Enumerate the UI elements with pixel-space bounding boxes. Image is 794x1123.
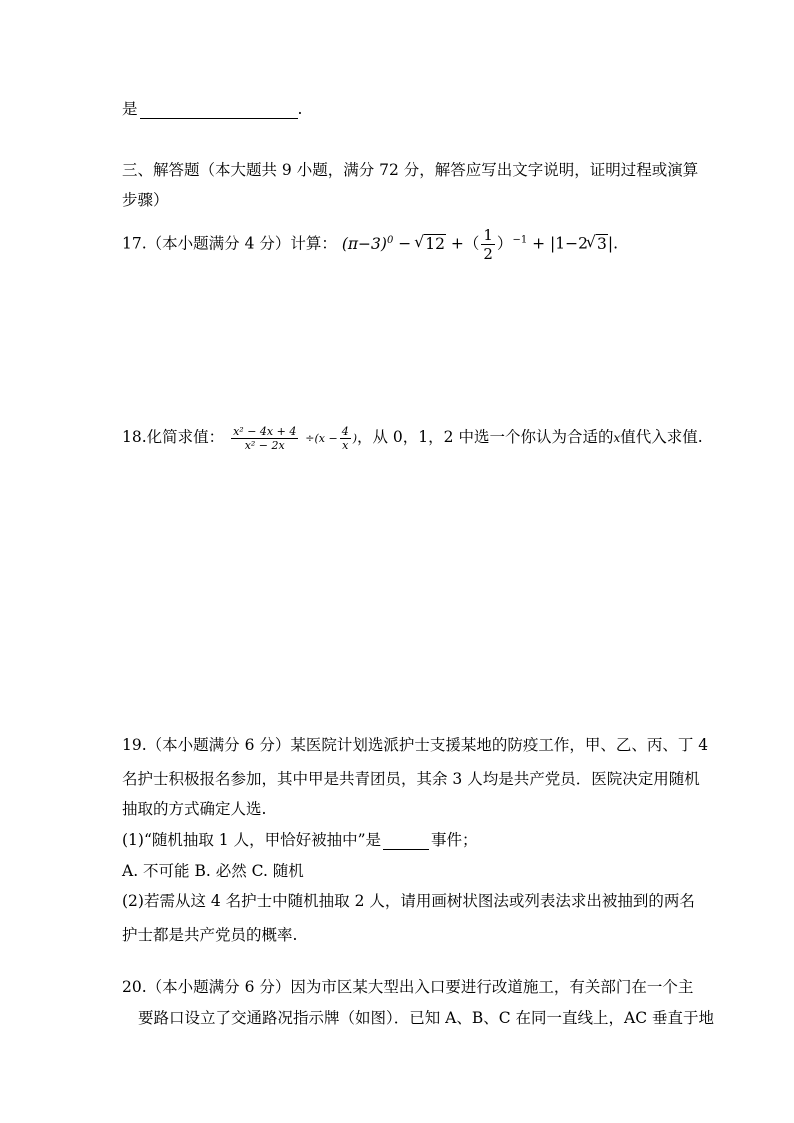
question-17 — [122, 226, 618, 263]
q19-sub2-line2: 护士都是共产党员的概率. — [122, 926, 298, 944]
q17-minus: − — [398, 234, 412, 253]
q17-sqrt3: √ 3 — [588, 231, 608, 257]
answer-blank[interactable] — [140, 103, 298, 119]
q17-plus2: + |1−2 — [532, 234, 588, 253]
q19-sub1-prefix: (1)“随机抽取 1 人，甲恰好被抽中”是 — [122, 831, 382, 849]
q17-plus1: +（ — [450, 234, 480, 253]
q19-line2: 名护士积极报名参加，其中甲是共青团员，其余 3 人均是共产党员．医院决定用随机 — [122, 770, 700, 788]
q17-sqrt12: √ 12 — [416, 231, 446, 257]
question-18 — [122, 420, 703, 456]
q17-after-frac: ） — [496, 234, 513, 253]
q18-inner-fraction: $\frac{4}{x}$ — [341, 424, 349, 452]
q19-options: A. 不可能 B. 必然 C. 随机 — [122, 862, 304, 880]
q18-var: x — [613, 431, 621, 445]
q19-line3: 抽取的方式确定人选. — [122, 800, 267, 818]
q20-line1: 20.（本小题满分 6 分）因为市区某大型出入口要进行改道施工，有关部门在一个主 — [122, 978, 694, 996]
q19-blank[interactable] — [383, 834, 429, 850]
q19-sub1-suffix: 事件； — [431, 831, 478, 849]
top-suffix: . — [297, 100, 303, 118]
q19-sub2-line1: (2)若需从这 4 名护士中随机抽取 2 人，请用画树状图法或列表法求出被抽到的两名 — [122, 892, 695, 910]
q17-pi-term: $(\pi-3)^0$ — [341, 234, 394, 253]
q19-line1: 19.（本小题满分 6 分）某医院计划选派护士支援某地的防疫工作，甲、乙、丙、丁 4 — [122, 736, 709, 754]
q17-exp-neg1: −1 — [512, 234, 528, 246]
section3-heading-line2: 步骤） — [122, 191, 169, 209]
top-prefix: 是 — [122, 100, 138, 118]
section3-heading-line1: 三、解答题（本大题共 9 小题，满分 72 分，解答应写出文字说明，证明过程或演算 — [122, 161, 699, 179]
q18-prefix: 18.化简求值： — [122, 428, 225, 446]
q18-suffix-a: ，从 0，1，2 中选一个你认为合适的 — [357, 428, 614, 446]
q17-prefix: 17.（本小题满分 4 分）计算： — [122, 234, 337, 253]
q17-half-fraction: $\frac{1}{2}$ — [483, 226, 493, 263]
q20-line2: 要路口设立了交通路况指示牌（如图）．已知 A、B、C 在同一直线上，AC 垂直于地 — [138, 1009, 715, 1027]
q18-suffix-b: 值代入求值. — [620, 428, 703, 446]
q18-div: ÷(x − — [305, 432, 338, 445]
q18-main-fraction: $\frac{\text{x² − 4x + 4}}{\text{x² − 2x}}$ — [233, 424, 297, 452]
q17-end: |. — [607, 234, 619, 253]
q18-close: ) — [352, 432, 357, 445]
top-answer-line — [122, 99, 302, 119]
q19-sub1 — [122, 830, 478, 850]
